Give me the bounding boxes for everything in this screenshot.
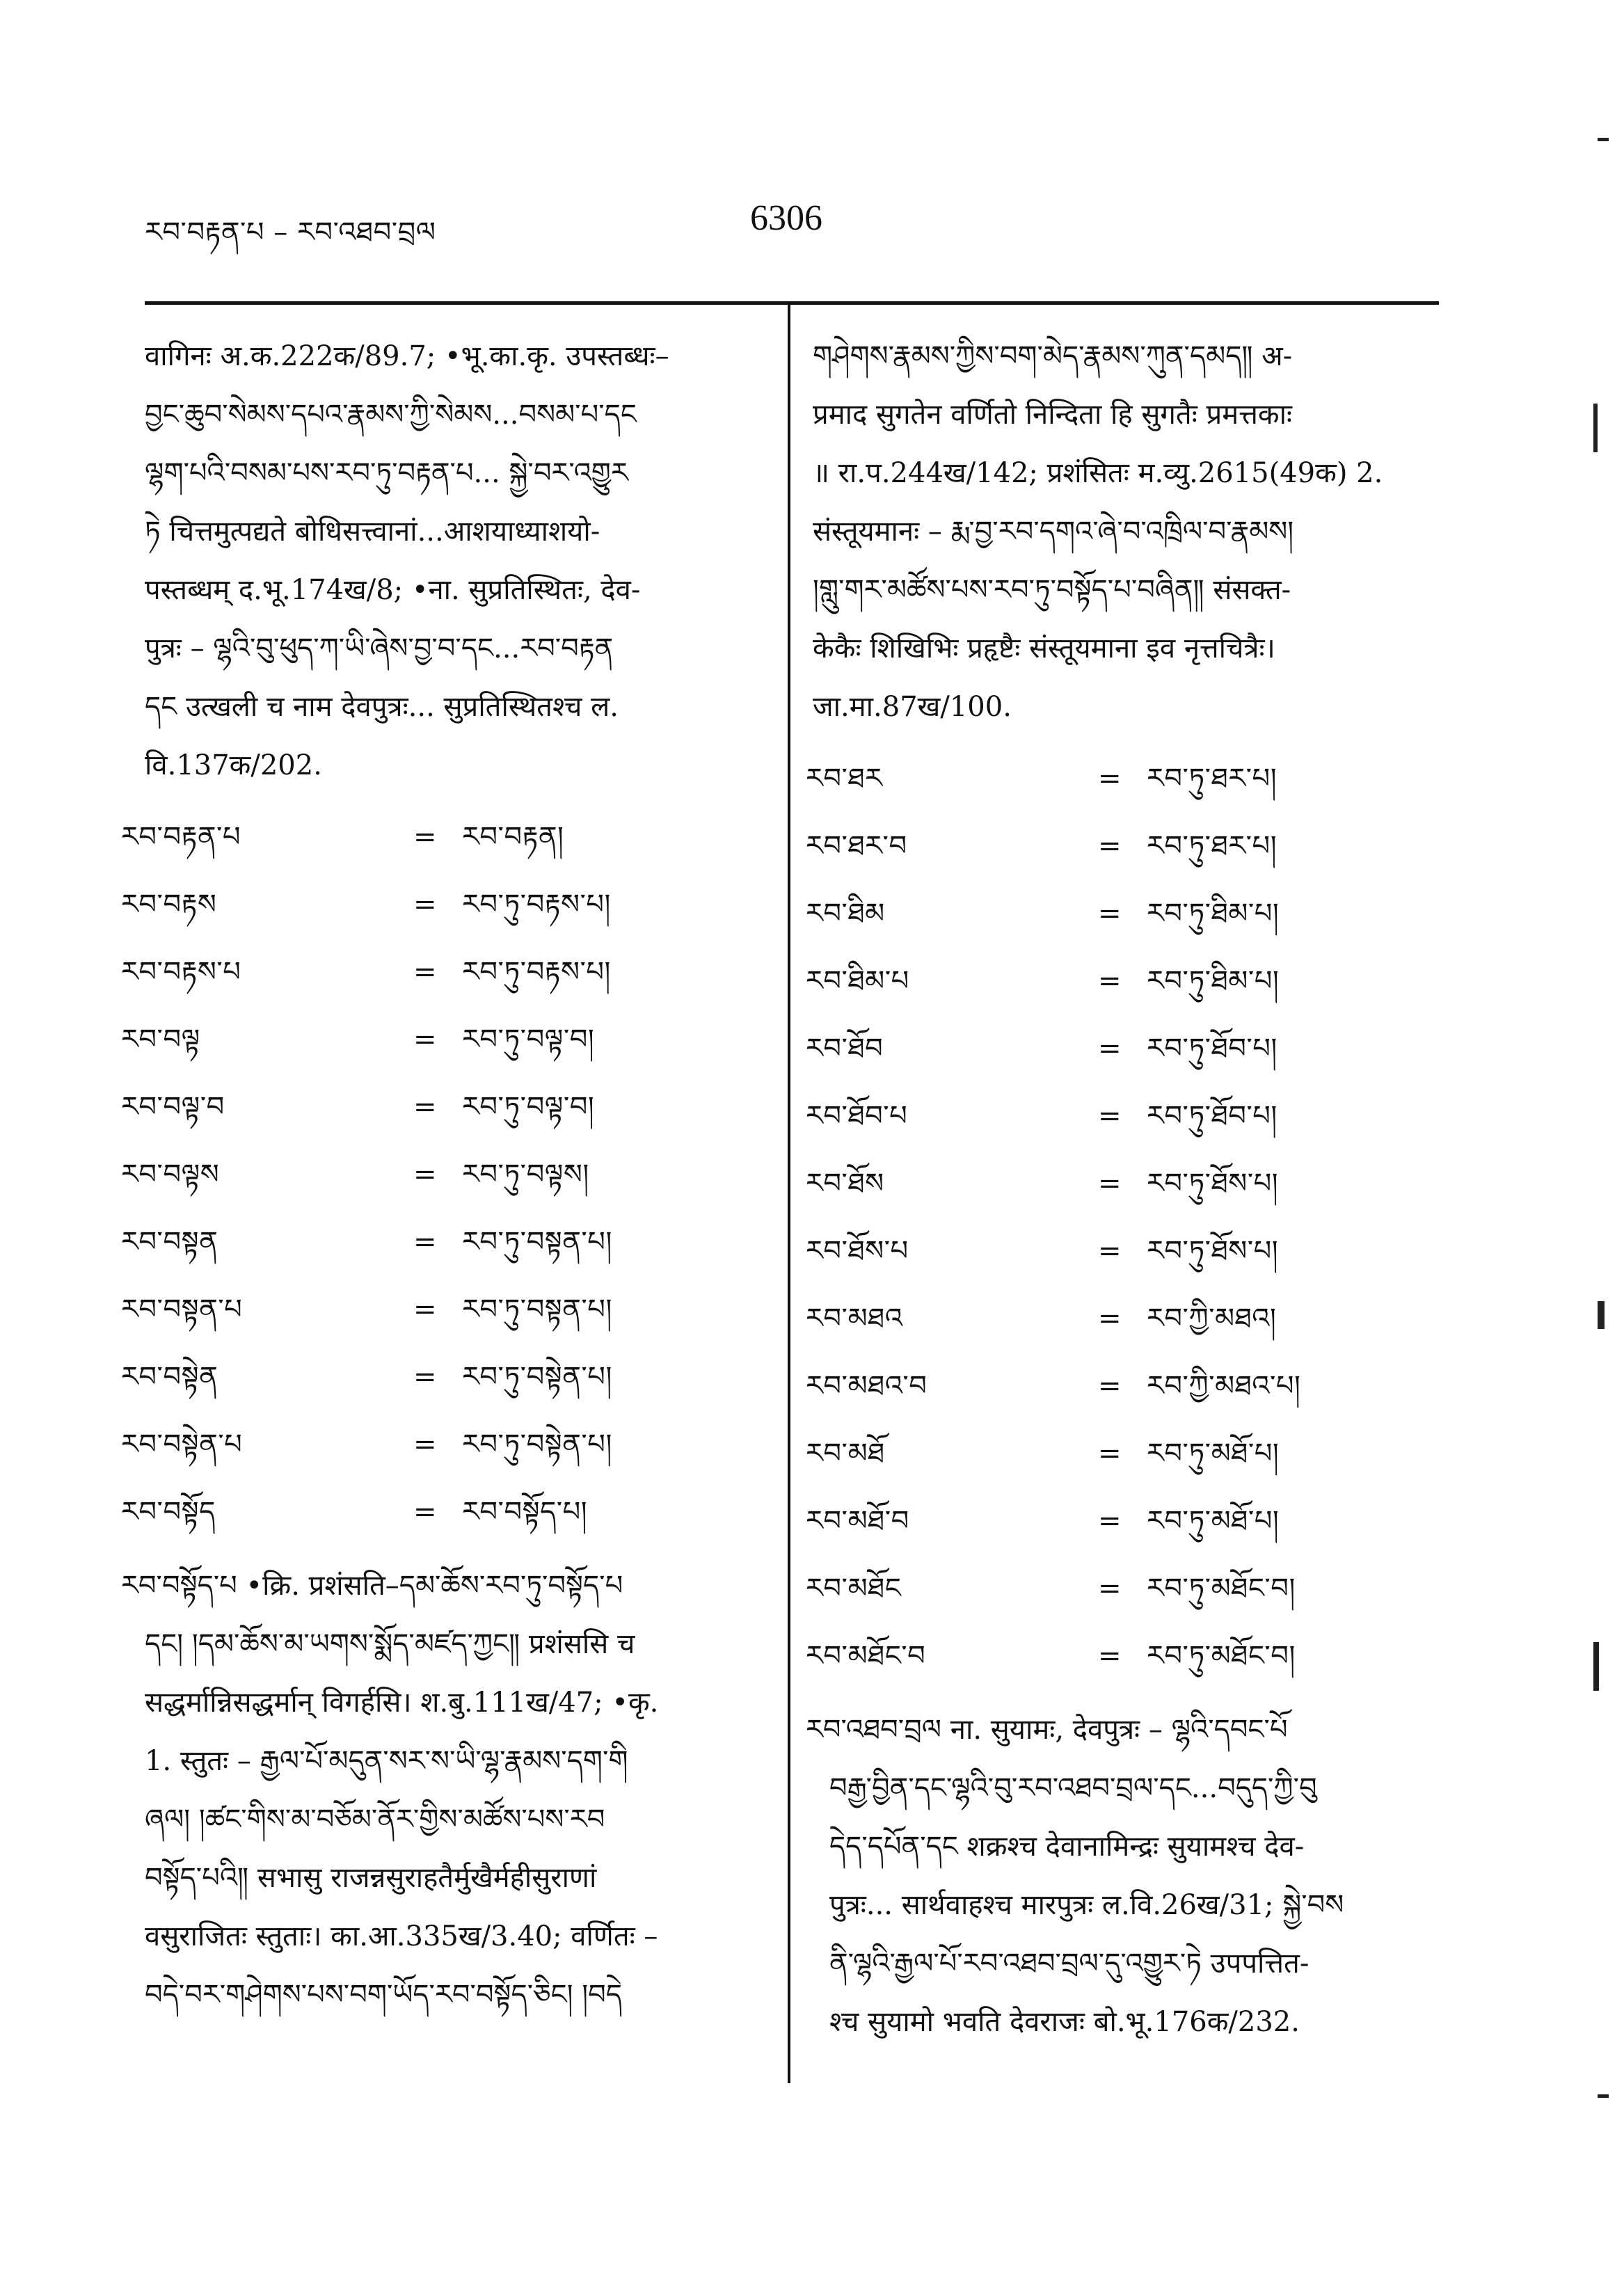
- entry-term: རབ་ཐིམ་པ: [806, 964, 909, 997]
- cross-reference-entry: [121, 938, 764, 1005]
- entry-definition: རབ་ཏུ་ཐར་པ།: [1147, 762, 1277, 795]
- scan-mark: [1598, 1301, 1605, 1329]
- entry-definition: རབ་ཏུ་བལྟ་བ།: [462, 1090, 595, 1123]
- equals-sign: =: [1098, 964, 1122, 997]
- column-divider: [788, 303, 790, 2083]
- text-line: पस्तब्धम् द.भू.174ख/8; •ना. सुप्रतिस्थितः, देव-: [145, 574, 641, 606]
- entry-definition: རབ་ཏུ་ཐོབ་པ།: [1147, 1032, 1277, 1065]
- entry-term: རབ་བལྟ་བ: [121, 1090, 225, 1123]
- equals-sign: =: [1098, 762, 1122, 795]
- text-line: བསྟོད་པའི༎ सभासु राजन्नसुराहतैर्मुखैर्महीसुराणां: [145, 1862, 597, 1894]
- entry-definition: རབ་ཏུ་མཐོང་བ།: [1147, 1639, 1296, 1672]
- entry-definition: རབ་ཏུ་མཐོ་པ།: [1147, 1504, 1280, 1537]
- equals-sign: =: [413, 1360, 437, 1393]
- text-line: ལྷག་པའི་བསམ་པས་རབ་ཏུ་བརྟན་པ... སྐྱེ་བར་འགྱུར: [145, 457, 628, 489]
- entry-definition: རབ་ཀྱི་མཐའ།: [1147, 1302, 1277, 1335]
- right-column: [806, 327, 1439, 2051]
- text-line: ཏེ चित्तमुत्पद्यते बोधिसत्त्वानां...आशयाध्याशयो-: [145, 516, 600, 548]
- entry-term: རབ་མཐོང: [806, 1572, 902, 1605]
- cross-reference-entry: [806, 1487, 1439, 1554]
- text-line: བྱང་ཆུབ་སེམས་དཔའ་རྣམས་ཀྱི་སེམས...བསམ་པ་དང: [145, 399, 637, 431]
- cross-reference-entry: [806, 1149, 1439, 1217]
- entry-term: རབ་མཐའ: [806, 1302, 903, 1335]
- text-line: ॥ रा.प.244ख/142; प्रशंसितः म.व्यु.2615(49क) 2.: [813, 457, 1383, 489]
- entry-term: རབ་བལྟ: [121, 1023, 200, 1056]
- text-line: །གླུ་གར་མཚོས་པས་རབ་ཏུ་བསྟོད་པ་བཞིན༎ संसक्त-: [813, 574, 1291, 606]
- text-line: དང། །དམ་ཆོས་མ་ཡགས་སྨོད་མཛད་ཀྱང༎ प्रशंससि च: [145, 1628, 635, 1660]
- entry-term: རབ་བརྟས: [121, 888, 217, 921]
- page-number: 6306: [750, 198, 822, 238]
- entry-term: རབ་ཐོབ: [806, 1032, 884, 1065]
- cross-reference-entry: [121, 1005, 764, 1073]
- cross-reference-entry: [121, 1478, 764, 1545]
- scan-mark: [1593, 404, 1598, 452]
- cross-reference-entry: [806, 745, 1439, 812]
- cross-reference-list: [806, 745, 1439, 1689]
- cross-reference-entry: [806, 1284, 1439, 1352]
- text-line: केकैः शिखिभिः प्रहृष्टैः संस्तूयमाना इव नृत्तचित्रैः।: [813, 632, 1275, 664]
- entry-term: རབ་བསྟེན: [121, 1360, 218, 1393]
- entry-definition: རབ་ཏུ་བསྟེན་པ།: [462, 1428, 612, 1460]
- entry-term: རབ་མཐོ: [806, 1437, 885, 1470]
- cross-reference-entry: [121, 1343, 764, 1410]
- entry-definition: རབ་ཏུ་བརྟས་པ།: [462, 955, 611, 988]
- scan-mark: [1598, 2094, 1609, 2098]
- equals-sign: =: [1098, 1234, 1122, 1267]
- entry-term: རབ་བརྟས་པ: [121, 955, 241, 988]
- entry-term: རབ་བསྟན: [121, 1225, 218, 1258]
- cross-reference-entry: [806, 1014, 1439, 1082]
- entry-definition: རབ་ཏུ་ཐོབ་པ།: [1147, 1099, 1277, 1132]
- entry-definition: རབ་ཏུ་བསྟེན་པ།: [462, 1360, 612, 1393]
- entry-term: རབ་ཐིམ: [806, 897, 885, 930]
- equals-sign: =: [1098, 1099, 1122, 1132]
- cross-reference-entry: [806, 1217, 1439, 1284]
- entry-definition: རབ་ཏུ་བལྟས།: [462, 1158, 589, 1191]
- text-line: वसुराजितः स्तुताः। का.आ.335ख/3.40; वर्णितः –: [145, 1920, 658, 1952]
- cross-reference-entry: [121, 1073, 764, 1140]
- entry-term: རབ་ཐོས་པ: [806, 1234, 909, 1267]
- cross-reference-entry: [806, 1622, 1439, 1689]
- equals-sign: =: [413, 888, 437, 921]
- cross-reference-entry: [806, 947, 1439, 1014]
- entry-definition: རབ་ཏུ་བསྟན་པ།: [462, 1293, 612, 1325]
- equals-sign: =: [1098, 1504, 1122, 1537]
- entry-term: རབ་བསྟན་པ: [121, 1293, 243, 1325]
- entry-definition: རབ་ཏུ་མཐོང་བ།: [1147, 1572, 1296, 1605]
- cross-reference-entry: [806, 1082, 1439, 1149]
- text-line: वागिनः अ.क.222क/89.7; •भू.का.कृ. उपस्तब्धः–: [145, 340, 669, 372]
- equals-sign: =: [1098, 897, 1122, 930]
- equals-sign: =: [1098, 1167, 1122, 1200]
- text-line: सद्धर्मान्निसद्धर्मान् विगर्हसि। श.बु.111ख/47; •कृ.: [145, 1687, 659, 1719]
- left-main-entry: [121, 1557, 764, 2024]
- entry-term: རབ་བསྟོད: [121, 1495, 216, 1528]
- equals-sign: =: [1098, 1369, 1122, 1402]
- cross-reference-entry: [806, 1352, 1439, 1419]
- right-main-entry: [806, 1701, 1439, 2051]
- equals-sign: =: [1098, 1437, 1122, 1470]
- equals-sign: =: [413, 1158, 437, 1191]
- cross-reference-entry: [806, 1554, 1439, 1622]
- entry-definition: རབ་ཏུ་མཐོ་པ།: [1147, 1437, 1280, 1470]
- entry-definition: རབ་ཏུ་ཐིམ་པ།: [1147, 897, 1280, 930]
- equals-sign: =: [1098, 1032, 1122, 1065]
- entry-term: རབ་ཐར: [806, 762, 883, 795]
- cross-reference-entry: [806, 1419, 1439, 1487]
- equals-sign: =: [1098, 1639, 1122, 1672]
- cross-reference-entry: [806, 812, 1439, 879]
- entry-definition: རབ་ཀྱི་མཐའ་པ།: [1147, 1369, 1301, 1402]
- header-rule: [145, 301, 1439, 305]
- equals-sign: =: [413, 1090, 437, 1123]
- text-line: 1. स्तुतः – རྒྱལ་པོ་མདུན་སར་ས་ཡི་ལྷ་རྣམས་དག་གི: [145, 1745, 628, 1777]
- equals-sign: =: [413, 1495, 437, 1528]
- right-intro: [813, 327, 1439, 736]
- header-entry-range: རབ་བརྟན་པ – རབ་འཐབ་བྲལ: [145, 216, 436, 248]
- text-line: संस्तूयमानः – རྨ་བྱ་རབ་དགའ་ཞེ་བ་འཁྲིལ་བ་རྣམས།: [813, 516, 1294, 548]
- entry-definition: རབ་ཏུ་བསྟན་པ།: [462, 1225, 612, 1258]
- headword-line: རབ་བསྟོད་པ •क्रि. प्रशंसति–དམ་ཆོས་རབ་ཏུ་བསྟོད་པ: [121, 1570, 623, 1602]
- text-line: གཤེགས་རྣམས་ཀྱིས་བག་མེད་རྣམས་ཀུན་དམད༎ अ-: [813, 340, 1293, 372]
- entry-term: རབ་ཐར་བ: [806, 829, 907, 862]
- entry-definition: རབ་བརྟན།: [462, 820, 564, 853]
- entry-definition: རབ་ཏུ་བརྟས་པ།: [462, 888, 611, 921]
- text-line: जा.मा.87ख/100.: [813, 691, 1012, 723]
- equals-sign: =: [1098, 829, 1122, 862]
- cross-reference-list: [121, 803, 764, 1545]
- equals-sign: =: [413, 1428, 437, 1460]
- left-intro: [145, 327, 764, 795]
- entry-term: རབ་མཐོང་བ: [806, 1639, 926, 1672]
- cross-reference-entry: [121, 1208, 764, 1275]
- entry-term: རབ་བརྟན་པ: [121, 820, 241, 853]
- left-column: [121, 327, 764, 2024]
- entry-term: རབ་བལྟས: [121, 1158, 220, 1191]
- entry-term: རབ་མཐོ་བ: [806, 1504, 909, 1537]
- entry-term: རབ་མཐའ་བ: [806, 1369, 928, 1402]
- text-line: वि.137क/202.: [145, 749, 322, 781]
- text-line: དང उत्खली च नाम देवपुत्रः... सुप्रतिस्थितश्च ल.: [145, 691, 619, 723]
- equals-sign: =: [1098, 1572, 1122, 1605]
- cross-reference-entry: [121, 1410, 764, 1478]
- entry-term: རབ་བསྟེན་པ: [121, 1428, 243, 1460]
- text-line: प्रमाद सुगतेन वर्णितो निन्दिता हि सुगतैः प्रमत्तकाः: [813, 399, 1293, 431]
- text-line: བརྒྱ་བྱིན་དང་ལྷའི་བུ་རབ་འཐབ་བྲལ་དང...བདུད་ཀྱི་བུ: [829, 1772, 1317, 1804]
- text-line: ནི་ལྷའི་རྒྱལ་པོ་རབ་འཐབ་བྲལ་དུ་འགྱུར་ཏེ उपपत्तित-: [829, 1948, 1309, 1980]
- text-line: श्च सुयामो भवति देवराजः बो.भू.176क/232.: [829, 2006, 1300, 2038]
- cross-reference-entry: [806, 879, 1439, 947]
- entry-definition: རབ་ཏུ་ཐོས་པ།: [1147, 1167, 1279, 1200]
- equals-sign: =: [413, 955, 437, 988]
- equals-sign: =: [413, 1293, 437, 1325]
- equals-sign: =: [1098, 1302, 1122, 1335]
- cross-reference-entry: [121, 1140, 764, 1208]
- entry-term: རབ་ཐོབ་པ: [806, 1099, 908, 1132]
- cross-reference-entry: [121, 1275, 764, 1343]
- equals-sign: =: [413, 1023, 437, 1056]
- scan-mark: [1593, 1642, 1599, 1691]
- entry-definition: རབ་ཏུ་ཐར་པ།: [1147, 829, 1277, 862]
- text-line: ཞལ། །ཚང་གིས་མ་བཅོམ་ནོར་གྱིས་མཚོས་པས་རབ: [145, 1804, 605, 1836]
- equals-sign: =: [413, 1225, 437, 1258]
- entry-definition: རབ་ཏུ་བལྟ་བ།: [462, 1023, 595, 1056]
- cross-reference-entry: [121, 803, 764, 870]
- entry-definition: རབ་བསྟོད་པ།: [462, 1495, 588, 1528]
- entry-term: རབ་ཐོས: [806, 1167, 884, 1200]
- headword-line: རབ་འཐབ་བྲལ ना. सुयामः, देवपुत्रः – ལྷའི་དབང་པོ: [806, 1714, 1288, 1746]
- text-line: पुत्रः – ལྷའི་བུ་ཕུད་ཀ་ཡི་ཞེས་བྱ་བ་དང...རབ་བརྟན: [145, 632, 614, 664]
- text-line: पुत्रः... सार्थवाहश्च मारपुत्रः ल.वि.26ख/31; སྐྱེ་བས: [829, 1889, 1344, 1921]
- equals-sign: =: [413, 820, 437, 853]
- scan-mark: [1598, 138, 1609, 141]
- entry-definition: རབ་ཏུ་ཐིམ་པ།: [1147, 964, 1280, 997]
- text-line: བདེ་བར་གཤེགས་པས་བག་ཡོད་རབ་བསྟོད་ཅིང། །བདེ: [145, 1979, 622, 2011]
- entry-definition: རབ་ཏུ་ཐོས་པ།: [1147, 1234, 1279, 1267]
- cross-reference-entry: [121, 870, 764, 938]
- text-line: དེད་དཔོན་དང शक्रश्च देवानामिन्द्रः सुयामश्च देव-: [829, 1831, 1305, 1863]
